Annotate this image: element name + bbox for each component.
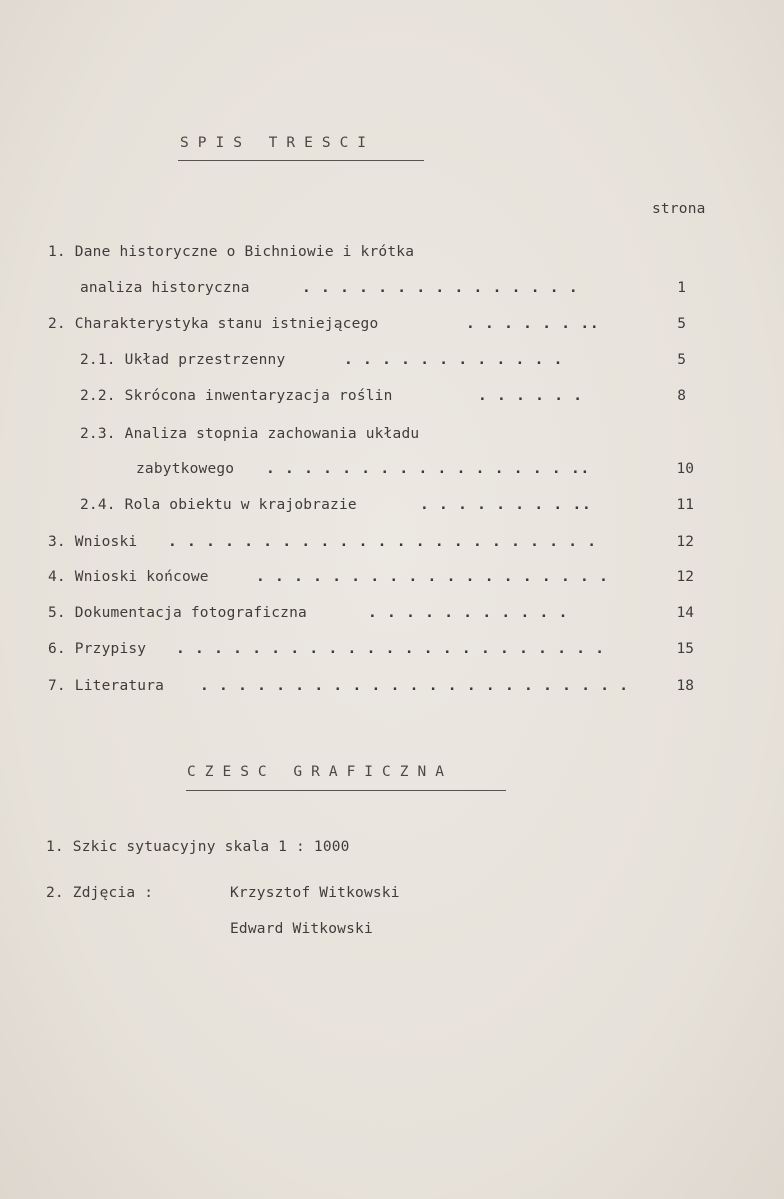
toc-entry-label: 7. Literatura <box>48 678 165 694</box>
toc-entry-label: 5. Dokumentacja fotograficzna <box>48 605 307 621</box>
photographer-name: Krzysztof Witkowski <box>230 885 400 901</box>
toc-entry-page: 5 <box>677 352 686 368</box>
toc-entry-label: 6. Przypisy <box>48 641 147 657</box>
graphic-item-sketch: 1. Szkic sytuacyjny skala 1 : 1000 <box>46 839 350 855</box>
toc-entry-label: 2.2. Skrócona inwentaryzacja roślin <box>80 388 393 404</box>
toc-entry-label: 2. Charakterystyka stanu istniejącego <box>48 316 379 332</box>
toc-leader-dots: . . . . . . . . . . . . . . . . . . . . . . . <box>176 641 605 657</box>
toc-leader-dots: . . . . . . .. <box>466 316 600 332</box>
toc-leader-dots: . . . . . . . . . . . . <box>344 352 564 368</box>
toc-entry-label: 2.4. Rola obiektu w krajobrazie <box>80 497 357 513</box>
toc-leader-dots: . . . . . . . . . . . . . . . <box>302 280 579 296</box>
toc-entry-page: 12 <box>676 534 694 550</box>
graphic-heading: CZESC GRAFICZNA <box>187 764 453 780</box>
toc-entry-page: 15 <box>676 641 694 657</box>
toc-leader-dots: . . . . . . . . . . . . . . . . . . . . . . . <box>168 534 597 550</box>
toc-entry-label: 2.1. Układ przestrzenny <box>80 352 286 368</box>
toc-entry-label: analiza historyczna <box>80 280 250 296</box>
photographer-name: Edward Witkowski <box>230 921 373 937</box>
graphic-item-photos-label: 2. Zdjęcia : <box>46 885 154 901</box>
toc-leader-dots: . . . . . . . . .. <box>420 497 592 513</box>
toc-leader-dots: . . . . . . . . . . . . . . . . . . . <box>256 569 609 585</box>
toc-entry-page: 5 <box>677 316 686 332</box>
toc-heading: SPIS TRESCI <box>180 135 376 151</box>
toc-entry-page: 10 <box>676 461 694 477</box>
toc-entry-page: 12 <box>676 569 694 585</box>
toc-entry-page: 8 <box>677 388 686 404</box>
toc-entry-page: 11 <box>676 497 694 513</box>
toc-leader-dots: . . . . . . . . . . . . . . . . .. <box>266 461 591 477</box>
toc-entry-label: 4. Wnioski końcowe <box>48 569 209 585</box>
toc-heading-underline <box>178 160 424 161</box>
toc-entry-label: zabytkowego <box>136 461 235 477</box>
toc-entry-label: 1. Dane historyczne o Bichniowie i krótka <box>48 244 415 260</box>
toc-leader-dots: . . . . . . . . . . . . . . . . . . . . . . . <box>200 678 629 694</box>
toc-leader-dots: . . . . . . <box>478 388 583 404</box>
toc-entry-page: 1 <box>677 280 686 296</box>
graphic-heading-underline <box>186 790 506 791</box>
toc-entry-label: 3. Wnioski <box>48 534 138 550</box>
toc-leader-dots: . . . . . . . . . . . <box>368 605 569 621</box>
toc-entry-page: 14 <box>676 605 694 621</box>
toc-entry-label: 2.3. Analiza stopnia zachowania układu <box>80 426 420 442</box>
toc-entry-page: 18 <box>676 678 694 694</box>
page-column-label: strona <box>652 201 706 217</box>
